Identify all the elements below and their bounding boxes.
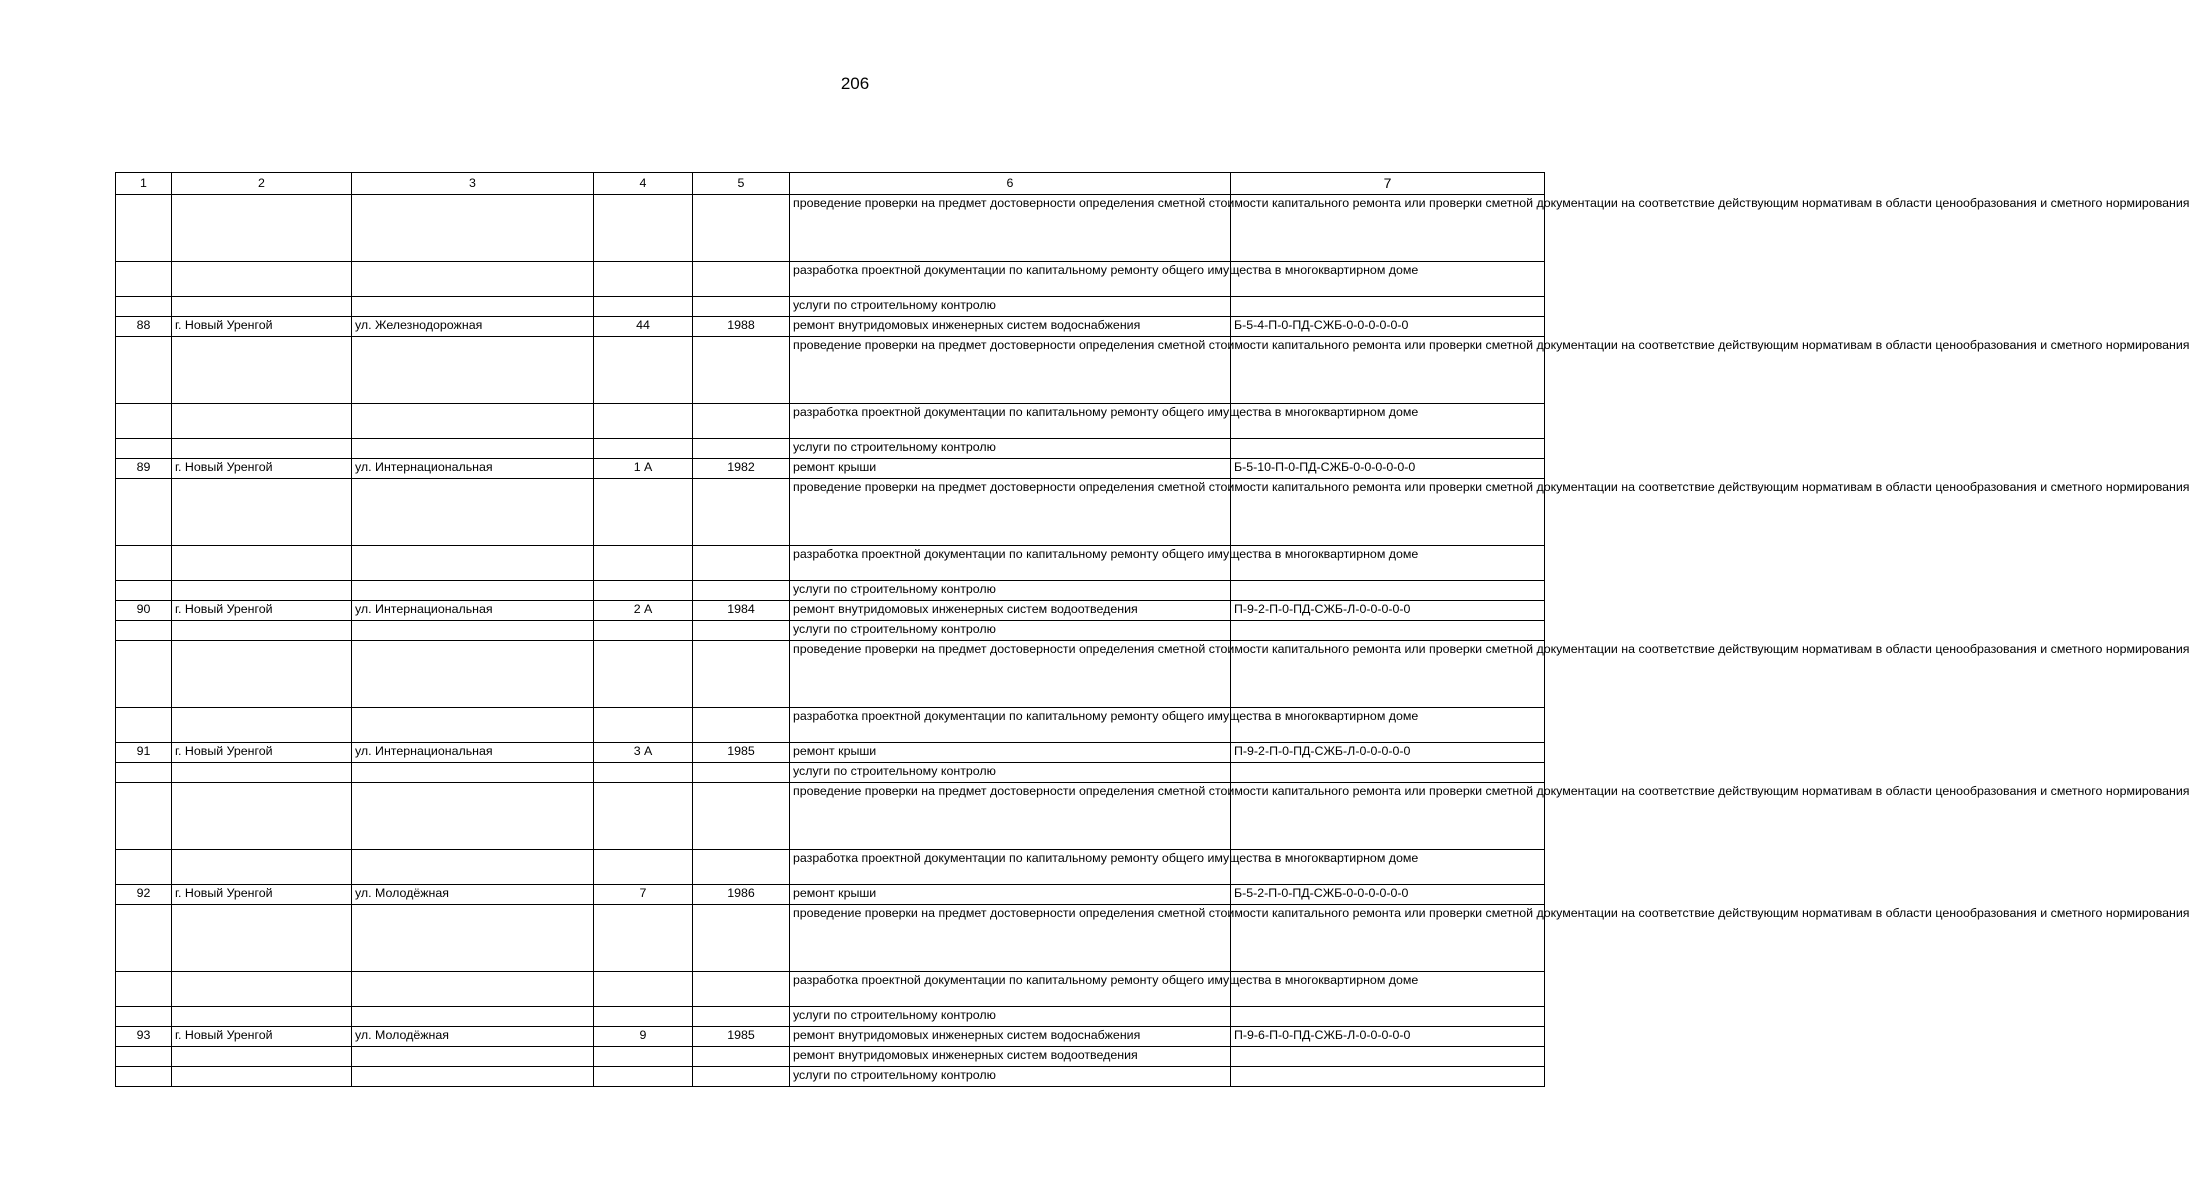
work-type-cell: услуги по строительному контролю xyxy=(790,581,1231,601)
row-number-cell xyxy=(116,621,172,641)
row-number-cell xyxy=(116,763,172,783)
house-number-cell xyxy=(594,763,693,783)
table-row xyxy=(116,641,1545,708)
street-cell xyxy=(352,439,594,459)
table-row xyxy=(116,905,1545,972)
table-row xyxy=(116,972,1545,1007)
year-cell xyxy=(693,641,790,708)
year-cell xyxy=(693,763,790,783)
header-cell: 6 xyxy=(790,173,1231,195)
city-cell xyxy=(172,763,352,783)
house-number-cell: 2 А xyxy=(594,601,693,621)
row-number-cell: 93 xyxy=(116,1027,172,1047)
year-cell xyxy=(693,1047,790,1067)
year-cell xyxy=(693,850,790,885)
row-number-cell xyxy=(116,195,172,262)
table-row xyxy=(116,195,1545,262)
house-number-cell xyxy=(594,708,693,743)
table-row xyxy=(116,546,1545,581)
work-type-cell: разработка проектной документации по капитальному ремонту общего имущества в многоквартирном доме xyxy=(790,262,1231,297)
year-cell: 1982 xyxy=(693,459,790,479)
row-number-cell xyxy=(116,708,172,743)
year-cell: 1985 xyxy=(693,1027,790,1047)
city-cell xyxy=(172,1067,352,1087)
house-number-cell xyxy=(594,337,693,404)
city-cell: г. Новый Уренгой xyxy=(172,885,352,905)
table-row xyxy=(116,621,1545,641)
city-cell xyxy=(172,905,352,972)
table-row xyxy=(116,1027,1545,1047)
work-type-cell: ремонт крыши xyxy=(790,459,1231,479)
house-code-cell: Б-5-4-П-0-ПД-СЖБ-0-0-0-0-0-0 xyxy=(1231,317,1545,337)
house-number-cell: 7 xyxy=(594,885,693,905)
street-cell xyxy=(352,262,594,297)
table-row xyxy=(116,404,1545,439)
street-cell: ул. Железнодорожная xyxy=(352,317,594,337)
work-type-cell: услуги по строительному контролю xyxy=(790,621,1231,641)
work-type-cell: проведение проверки на предмет достоверности определения сметной стоимости капитального ремонта или проверки сметной документации на соответствие действующим нормативам в области ценообразования и сметного нормирования xyxy=(790,905,1231,972)
house-number-cell xyxy=(594,905,693,972)
row-number-cell xyxy=(116,1047,172,1067)
street-cell xyxy=(352,297,594,317)
work-type-cell: услуги по строительному контролю xyxy=(790,439,1231,459)
street-cell: ул. Молодёжная xyxy=(352,1027,594,1047)
street-cell xyxy=(352,708,594,743)
table-row xyxy=(116,1067,1545,1087)
house-number-cell: 44 xyxy=(594,317,693,337)
work-type-cell: ремонт крыши xyxy=(790,743,1231,763)
house-code-cell: Б-5-2-П-0-ПД-СЖБ-0-0-0-0-0-0 xyxy=(1231,885,1545,905)
header-cell: 4 xyxy=(594,173,693,195)
work-type-cell: проведение проверки на предмет достоверности определения сметной стоимости капитального ремонта или проверки сметной документации на соответствие действующим нормативам в области ценообразования и сметного нормирования xyxy=(790,641,1231,708)
street-cell: ул. Интернациональная xyxy=(352,459,594,479)
work-type-cell: проведение проверки на предмет достоверности определения сметной стоимости капитального ремонта или проверки сметной документации на соответствие действующим нормативам в области ценообразования и сметного нормирования xyxy=(790,479,1231,546)
house-number-cell: 9 xyxy=(594,1027,693,1047)
city-cell xyxy=(172,439,352,459)
house-code-cell xyxy=(1231,297,1545,317)
street-cell: ул. Интернациональная xyxy=(352,601,594,621)
house-number-cell xyxy=(594,972,693,1007)
page-number: 206 xyxy=(840,74,870,93)
table-row xyxy=(116,1047,1545,1067)
house-code-cell xyxy=(1231,1047,1545,1067)
house-code-cell: Б-5-10-П-0-ПД-СЖБ-0-0-0-0-0-0 xyxy=(1231,459,1545,479)
city-cell xyxy=(172,479,352,546)
house-number-cell xyxy=(594,1067,693,1087)
year-cell xyxy=(693,621,790,641)
row-number-cell xyxy=(116,404,172,439)
work-type-cell: услуги по строительному контролю xyxy=(790,297,1231,317)
row-number-cell xyxy=(116,479,172,546)
table-row xyxy=(116,708,1545,743)
header-cell: 1 xyxy=(116,173,172,195)
house-code-cell: П-9-2-П-0-ПД-СЖБ-Л-0-0-0-0-0 xyxy=(1231,743,1545,763)
table-row xyxy=(116,459,1545,479)
house-code-cell xyxy=(1231,581,1545,601)
city-cell xyxy=(172,581,352,601)
year-cell xyxy=(693,783,790,850)
city-cell: г. Новый Уренгой xyxy=(172,317,352,337)
street-cell xyxy=(352,479,594,546)
year-cell xyxy=(693,297,790,317)
work-type-cell: ремонт внутридомовых инженерных систем водоотведения xyxy=(790,1047,1231,1067)
city-cell xyxy=(172,337,352,404)
city-cell xyxy=(172,1007,352,1027)
work-type-cell: услуги по строительному контролю xyxy=(790,1067,1231,1087)
table-row xyxy=(116,262,1545,297)
house-code-cell xyxy=(1231,1007,1545,1027)
header-cell: 2 xyxy=(172,173,352,195)
year-cell xyxy=(693,581,790,601)
house-code-cell: П-9-6-П-0-ПД-СЖБ-Л-0-0-0-0-0 xyxy=(1231,1027,1545,1047)
street-cell: ул. Молодёжная xyxy=(352,885,594,905)
street-cell xyxy=(352,581,594,601)
street-cell xyxy=(352,1047,594,1067)
year-cell xyxy=(693,479,790,546)
year-cell xyxy=(693,262,790,297)
row-number-cell xyxy=(116,1007,172,1027)
row-number-cell xyxy=(116,905,172,972)
year-cell: 1985 xyxy=(693,743,790,763)
work-type-cell: ремонт внутридомовых инженерных систем водоотведения xyxy=(790,601,1231,621)
work-type-cell: разработка проектной документации по капитальному ремонту общего имущества в многоквартирном доме xyxy=(790,850,1231,885)
city-cell xyxy=(172,972,352,1007)
house-number-cell xyxy=(594,479,693,546)
street-cell xyxy=(352,850,594,885)
house-number-cell xyxy=(594,439,693,459)
row-number-cell xyxy=(116,297,172,317)
year-cell xyxy=(693,1067,790,1087)
work-type-cell: услуги по строительному контролю xyxy=(790,763,1231,783)
house-number-cell xyxy=(594,581,693,601)
house-number-cell xyxy=(594,1047,693,1067)
city-cell: г. Новый Уренгой xyxy=(172,743,352,763)
city-cell xyxy=(172,297,352,317)
city-cell xyxy=(172,641,352,708)
street-cell xyxy=(352,546,594,581)
house-number-cell xyxy=(594,1007,693,1027)
year-cell xyxy=(693,337,790,404)
work-type-cell: услуги по строительному контролю xyxy=(790,1007,1231,1027)
house-number-cell xyxy=(594,546,693,581)
table-row xyxy=(116,337,1545,404)
house-code-cell xyxy=(1231,621,1545,641)
table-row xyxy=(116,317,1545,337)
street-cell xyxy=(352,404,594,439)
year-cell xyxy=(693,1007,790,1027)
work-type-cell: разработка проектной документации по капитальному ремонту общего имущества в многоквартирном доме xyxy=(790,404,1231,439)
city-cell xyxy=(172,850,352,885)
year-cell: 1986 xyxy=(693,885,790,905)
table-row xyxy=(116,297,1545,317)
work-type-cell: проведение проверки на предмет достоверности определения сметной стоимости капитального ремонта или проверки сметной документации на соответствие действующим нормативам в области ценообразования и сметного нормирования xyxy=(790,783,1231,850)
house-code-cell xyxy=(1231,439,1545,459)
city-cell xyxy=(172,404,352,439)
city-cell xyxy=(172,546,352,581)
city-cell xyxy=(172,621,352,641)
row-number-cell xyxy=(116,641,172,708)
table-row xyxy=(116,1007,1545,1027)
house-number-cell xyxy=(594,404,693,439)
house-number-cell xyxy=(594,783,693,850)
work-type-cell: проведение проверки на предмет достоверности определения сметной стоимости капитального ремонта или проверки сметной документации на соответствие действующим нормативам в области ценообразования и сметного нормирования xyxy=(790,337,1231,404)
row-number-cell xyxy=(116,1067,172,1087)
table-row xyxy=(116,581,1545,601)
house-number-cell: 3 А xyxy=(594,743,693,763)
street-cell xyxy=(352,195,594,262)
table-row xyxy=(116,743,1545,763)
row-number-cell: 89 xyxy=(116,459,172,479)
year-cell xyxy=(693,195,790,262)
year-cell xyxy=(693,404,790,439)
city-cell xyxy=(172,1047,352,1067)
street-cell: ул. Интернациональная xyxy=(352,743,594,763)
city-cell xyxy=(172,783,352,850)
city-cell: г. Новый Уренгой xyxy=(172,1027,352,1047)
table-row xyxy=(116,763,1545,783)
year-cell xyxy=(693,439,790,459)
row-number-cell: 90 xyxy=(116,601,172,621)
header-cell: 3 xyxy=(352,173,594,195)
work-type-cell: ремонт внутридомовых инженерных систем водоснабжения xyxy=(790,317,1231,337)
header-row xyxy=(116,173,1545,195)
row-number-cell xyxy=(116,439,172,459)
street-cell xyxy=(352,905,594,972)
row-number-cell xyxy=(116,337,172,404)
work-type-cell: ремонт внутридомовых инженерных систем водоснабжения xyxy=(790,1027,1231,1047)
house-code-cell: П-9-2-П-0-ПД-СЖБ-Л-0-0-0-0-0 xyxy=(1231,601,1545,621)
house-number-cell xyxy=(594,195,693,262)
house-number-cell xyxy=(594,297,693,317)
city-cell xyxy=(172,262,352,297)
row-number-cell: 91 xyxy=(116,743,172,763)
city-cell: г. Новый Уренгой xyxy=(172,459,352,479)
work-type-cell: разработка проектной документации по капитальному ремонту общего имущества в многоквартирном доме xyxy=(790,546,1231,581)
table-row xyxy=(116,479,1545,546)
city-cell xyxy=(172,195,352,262)
street-cell xyxy=(352,783,594,850)
row-number-cell xyxy=(116,262,172,297)
header-cell: 5 xyxy=(693,173,790,195)
house-code-cell xyxy=(1231,1067,1545,1087)
year-cell xyxy=(693,546,790,581)
work-type-cell: проведение проверки на предмет достоверности определения сметной стоимости капитального ремонта или проверки сметной документации на соответствие действующим нормативам в области ценообразования и сметного нормирования xyxy=(790,195,1231,262)
table-row xyxy=(116,885,1545,905)
row-number-cell xyxy=(116,972,172,1007)
house-number-cell xyxy=(594,621,693,641)
street-cell xyxy=(352,1007,594,1027)
street-cell xyxy=(352,337,594,404)
row-number-cell xyxy=(116,850,172,885)
table-row xyxy=(116,850,1545,885)
table-row xyxy=(116,601,1545,621)
street-cell xyxy=(352,621,594,641)
table-row xyxy=(116,783,1545,850)
work-type-cell: разработка проектной документации по капитальному ремонту общего имущества в многоквартирном доме xyxy=(790,972,1231,1007)
row-number-cell: 92 xyxy=(116,885,172,905)
street-cell xyxy=(352,1067,594,1087)
year-cell: 1984 xyxy=(693,601,790,621)
street-cell xyxy=(352,763,594,783)
row-number-cell xyxy=(116,581,172,601)
work-type-cell: ремонт крыши xyxy=(790,885,1231,905)
city-cell: г. Новый Уренгой xyxy=(172,601,352,621)
row-number-cell: 88 xyxy=(116,317,172,337)
house-code-cell xyxy=(1231,763,1545,783)
city-cell xyxy=(172,708,352,743)
house-number-cell xyxy=(594,850,693,885)
house-number-cell: 1 А xyxy=(594,459,693,479)
year-cell xyxy=(693,905,790,972)
row-number-cell xyxy=(116,783,172,850)
row-number-cell xyxy=(116,546,172,581)
year-cell xyxy=(693,972,790,1007)
table-body xyxy=(116,195,2190,1087)
street-cell xyxy=(352,641,594,708)
house-number-cell xyxy=(594,262,693,297)
street-cell xyxy=(352,972,594,1007)
year-cell: 1988 xyxy=(693,317,790,337)
table-row xyxy=(116,439,1545,459)
header-cell: 7 xyxy=(1231,173,1545,195)
house-number-cell xyxy=(594,641,693,708)
register-table xyxy=(115,172,2190,1087)
work-type-cell: разработка проектной документации по капитальному ремонту общего имущества в многоквартирном доме xyxy=(790,708,1231,743)
year-cell xyxy=(693,708,790,743)
